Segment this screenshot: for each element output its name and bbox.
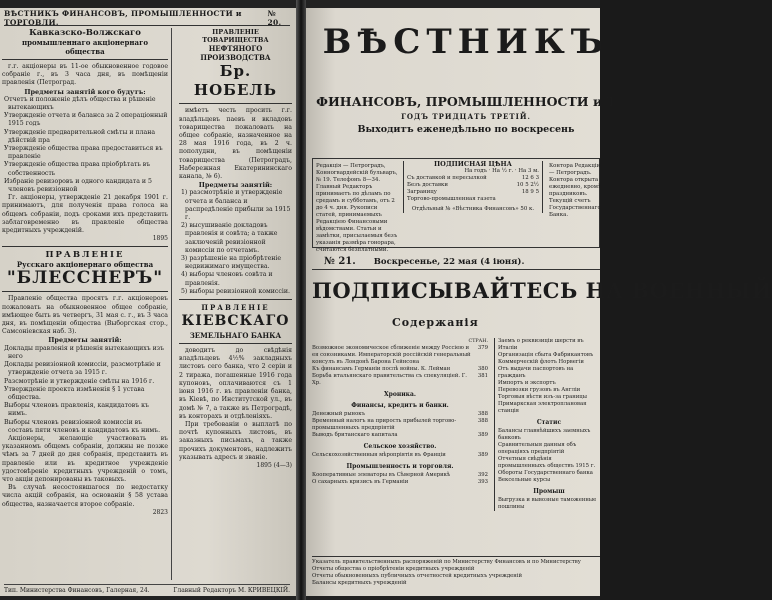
agenda-item: Разсмотрѣніе и утвержденіе смѣты на 1916 г. xyxy=(4,377,155,385)
divider xyxy=(2,59,168,60)
agenda-item: Избраніе ревизоровъ и одного кандидата и 5 членовъ ревизіонной xyxy=(4,177,152,194)
price-header-row: На годъ · На ½ г. · На 3 м. xyxy=(464,168,539,174)
agenda-item: Утвержденіе предварительной смѣты и плана дѣйствій пра xyxy=(4,128,156,144)
toc-entry[interactable]: Борьба итальянскаго правительства съ спекуляціей. Г. Хр. 381 xyxy=(312,373,488,386)
editorial-info: Редакція — Петроградъ, Конногвардейскій бульваръ, № 19. Телефонъ 8—34. Главный Редакторъ принимаетъ по дѣламъ по средамъ и субботамъ, отъ 2 до 4 ч. дня. Рукописи статей, принимаемыхъ Редакціею Финансовыми вѣдомствами. Статьи и замѣтки, присылаемыя безъ указанія размѣра гонорара, считаются безплатными. xyxy=(316,163,398,253)
toc-entry[interactable]: Денежный рынокъ 388 xyxy=(312,411,488,417)
toc-entry[interactable]: Торговыя вѣсти изъ-за границы xyxy=(498,394,587,400)
agenda-item: 3) разрѣшеніе на пріобрѣтеніе недвижимаго имущества. xyxy=(181,255,282,271)
agenda-item: Утвержденіе проекта измѣненія § 1 устава общества. xyxy=(4,385,145,401)
toc-entry[interactable]: Временный налогъ на прирость прибылей торгово-промышленныхъ предпріятій 388 xyxy=(312,418,488,431)
toc-bottom xyxy=(312,556,600,587)
ad-heading: ПРАВЛЕНІЕ ТОВАРИЩЕСТВА xyxy=(202,28,269,45)
toc-column-b xyxy=(494,338,600,511)
toc-entry[interactable]: Отъ выдачи паспортовъ на гражданъ xyxy=(498,366,574,379)
ad-number: 1895 xyxy=(152,235,168,243)
price-value: 18 xyxy=(521,189,529,195)
agenda-item: Выборы членовъ ревизіонной комиссіи въ составъ пяти членовъ и кандидатовъ къ нимъ. xyxy=(4,418,161,434)
toc-entry[interactable]: Перевозки грузовъ въ Англіи xyxy=(498,387,581,393)
toc-entry[interactable]: Обороты Государственнаго банка xyxy=(498,470,593,476)
toc-entry[interactable]: Выводъ британскаго капитала 389 xyxy=(312,432,488,438)
ad-subheading: НЕФТЯНОГО ПРОИЗВОДСТВА xyxy=(200,44,271,63)
toc-entry[interactable]: Отчеты общества о пріобрѣтеніи кредитныхъ учрежденій xyxy=(312,566,475,572)
toc-section-title: Сельское хозяйство. xyxy=(363,443,437,450)
page-footer xyxy=(4,584,290,594)
issue-line xyxy=(312,254,600,270)
masthead-subtitle: ФИНАНСОВЪ, ПРОМЫШЛЕННОСТИ и Т xyxy=(316,94,616,109)
price-label: Заграницу xyxy=(407,189,437,195)
right-page xyxy=(306,8,772,596)
ad-paragraph: Правленіе общества просятъ г.г. акціонеровъ пожаловать на обыкновенное общее собраніе, имѣющее быть въ четвергъ, 31 мая с. г., въ 3 часа дня, въ помѣщеніи общества (Выборгская стор., Самсоніевская наб. 3). xyxy=(2,295,168,336)
toc-entry[interactable]: Отчеты обыкновенныхъ публичныхъ отчетностей кредитныхъ учрежденій xyxy=(312,573,522,579)
toc-entry[interactable]: Заемъ о реквизиціи шерсти въ Италіи xyxy=(498,338,584,351)
price-row xyxy=(407,175,539,182)
ad-heading: Кавказско-Волжскаго xyxy=(29,28,141,38)
agenda-item: Утвержденіе отчета и баланса за 2 операціонный 1915 годъ xyxy=(4,112,168,128)
company-name: "БЛЕССНЕРЪ" xyxy=(6,268,164,289)
printer-note: Тип. Министерства Финансовъ, Галерная, 24. xyxy=(4,587,150,594)
divider xyxy=(2,246,168,247)
price-header: На 3 м. xyxy=(518,168,539,174)
page-number: № 20. xyxy=(267,8,282,27)
ad-subheading: Русскаго акціонернаго общества xyxy=(16,260,154,270)
company-name: Бр. НОБЕЛЬ xyxy=(193,62,278,100)
agenda-item: Утвержденіе общества права пріобрѣтать въ собственность xyxy=(4,161,151,177)
agenda-item: Доклады ревизіонной комиссіи, разсмотрѣніе и утвержденіе отчета за 1915 г. xyxy=(4,361,161,377)
masthead-title: ВѢСТНИКЪ xyxy=(322,22,610,62)
agenda-item: Отчетъ и положеніе дѣлъ общества и рѣшеніе вытекающихъ xyxy=(4,95,156,112)
contents-title: Содержанія xyxy=(392,316,479,329)
price-header: На ½ г. xyxy=(492,168,514,174)
toc-entry[interactable]: О сахарныхъ кризисъ въ Германіи 393 xyxy=(312,479,488,485)
toc-entry[interactable]: Импортъ и экспортъ xyxy=(498,380,556,386)
price-value: 5 xyxy=(525,182,529,188)
subscription-title: ПОДПИСНАЯ ЦѢНА xyxy=(434,160,512,168)
ad-paragraph: г.г. акціонеры въ 11-ое обыкновенное годовое собраніе г., въ 3 часа дня, въ помѣщеніи правленія (Петроград. xyxy=(2,63,168,87)
issue-date: Воскресенье, 22 мая (4 іюня). xyxy=(373,256,525,267)
agenda-heading: Предметы занятій кого будутъ: xyxy=(24,87,146,96)
war-loan-banner: ПОДПИСЫВАЙТЕСЬ НА ВОЕННЫЙ xyxy=(312,278,772,303)
toc-entry[interactable]: Коммерческій флотъ Норвегіи xyxy=(498,359,584,365)
toc-entry[interactable]: Выгрузка и вывозные таможенные пошлины xyxy=(498,497,597,510)
price-value: 5 xyxy=(535,189,539,195)
price-value: 12 xyxy=(521,175,529,181)
price-value: 10 xyxy=(516,182,524,188)
ad-paragraph: Гг. акціонеры, утвержденіе 21 декабря 1901 г. принимаютъ, для полученія права голоса на общемъ собраніи, подъ сроками ихъ представить заблаговременно въ правленіе общества кредитныхъ учрежденій. xyxy=(2,194,168,235)
divider xyxy=(179,343,292,344)
left-page xyxy=(0,8,296,596)
agenda-heading: Предметы занятій: xyxy=(198,181,273,190)
toc-section-title: Хроника. xyxy=(383,391,416,398)
toc-entry[interactable]: Отчетныя свѣдѣнія промышленныхъ обществъ 1915 г. xyxy=(498,456,596,469)
toc-entry[interactable]: Примаркская электроплановая станція xyxy=(498,401,587,414)
masthead-year: ГОДЪ ТРИДЦАТЬ ТРЕТІЙ. xyxy=(401,112,531,121)
ad-subheading: промышленнаго акціонернаго общества xyxy=(21,38,149,56)
agenda-item: 4) выборы членовъ совѣта и правленія. xyxy=(181,271,273,287)
toc-entry[interactable]: Кооперативные элеваторы въ Сѣверной Америкѣ 392 xyxy=(312,472,488,478)
running-head xyxy=(4,10,290,26)
agenda-item: 1) разсмотрѣніе и утвержденіе отчета и баланса и распредѣленіе прибыли за 1915 г. xyxy=(181,189,291,222)
editor-note: Главный Редакторъ М. КРИВЕЦКІЙ. xyxy=(173,587,290,594)
masthead-frequency: Выходитъ еженедѣльно по воскресень xyxy=(357,124,575,135)
divider xyxy=(179,103,292,104)
price-value: 3 xyxy=(535,175,539,181)
agenda-item: Выборы членовъ правленія, кандидатовъ къ нимъ. xyxy=(4,402,149,418)
toc-entry[interactable]: Указатель правительственныхъ распоряженій по Министерству Финансовъ и по Министерству xyxy=(312,559,581,565)
ad-paragraph: Въ случаѣ несостоявшагося по недостатку числа акцій собранія, на основаніи § 58 устава общества, назначается второе собраніе. xyxy=(2,484,168,508)
price-label: Безъ доставки xyxy=(407,182,449,188)
toc-entry[interactable]: Возможное экономическое сближеніе между Россіею и ея союзниками. Императорскій россійскій генеральный консулъ въ Лондонѣ Барона Гейнсона 379 xyxy=(312,345,488,365)
divider xyxy=(2,291,168,292)
toc-entry[interactable]: Балансы главнѣйшихъ заемныхъ банковъ xyxy=(498,428,591,441)
toc-entry[interactable]: Организація сбыта Фабрикантовъ xyxy=(498,352,594,358)
ad-heading: ПРАВЛЕНІЕ xyxy=(201,303,270,313)
agenda-item: Доклады правленія и рѣшенія вытекающихъ изъ него xyxy=(4,344,165,360)
ad-number: 2823 xyxy=(152,508,168,516)
toc-entry[interactable]: Вексельные курсы xyxy=(498,477,551,483)
agenda-item: 2) высушиваніе докладовъ правленія и совѣта; а также заключеній ревизіонной комиссіи по отчетамъ. xyxy=(181,222,278,254)
toc-entry[interactable]: Балансы кредитныхъ учрежденій xyxy=(312,580,407,586)
ad-number: 1895 (4—3) xyxy=(256,461,292,469)
subscription-prices xyxy=(403,161,543,213)
toc-section-title: Финансы, кредитъ и банки. xyxy=(351,402,449,409)
toc-entry[interactable]: Къ финансамъ Германіи послѣ войны. К. Лейман 380 xyxy=(312,366,488,372)
column-left-b xyxy=(176,28,292,580)
issue-price-note: Отдѣльный № «Вѣстника Финансовъ» 50 к. xyxy=(411,206,535,212)
toc-entry[interactable]: Сравнительныя данныя объ операціяхъ предпріятій xyxy=(498,442,577,455)
toc-column-a xyxy=(312,338,488,486)
price-header: На годъ xyxy=(464,168,487,174)
ad-subheading: ЗЕМЕЛЬНАГО БАНКА xyxy=(189,331,282,341)
price-row xyxy=(407,182,539,189)
toc-section-title: Промыш xyxy=(533,488,565,495)
ad-paragraph: имѣетъ честь просить г.г. владѣльцевъ паевъ и вкладовъ товарищества пожаловать на общее собраніе, назначенное на 28 мая 1916 года, въ 2 ч. пополудни, въ помѣщеніи товарищества (Петроградъ, Набережная Екатерининскаго канала, № 6). xyxy=(179,107,292,181)
ad-paragraph: доводитъ до свѣдѣнія владѣльцевъ 4½% закладныхъ листовъ сего банка, что 2 серіи и 2 тиража, погашенные 1916 года купоновъ, оплачиваются съ 1 іюня 1916 г. въ правленіи банка, въ Кіевѣ, по Институтской ул., въ домѣ № 7, а также въ Петроградѣ, въ конторахъ и отдѣленіяхъ. xyxy=(179,347,292,420)
issue-number: № 21. xyxy=(324,256,356,267)
price-value: 9 xyxy=(530,189,534,195)
ad-paragraph: При требованіи о выплатѣ по почтѣ купонныхъ листовъ, въ заказныхъ письмахъ, а также прочихъ документовъ, надлежитъ указывать адресъ и званіе. xyxy=(179,420,292,461)
page-column-label: СТРАН. xyxy=(468,339,488,344)
toc-section-title: Промышленность и торговля. xyxy=(346,463,454,470)
toc-entry[interactable]: Сельскохозяйственныя мѣропріятія въ Франціи 389 xyxy=(312,452,488,458)
running-head-title: ВѢСТНИКЪ ФИНАНСОВЪ, ПРОМЫШЛЕННОСТИ и ТОРГОВЛИ. xyxy=(4,8,242,27)
book-gutter xyxy=(296,0,306,600)
price-value: 6 xyxy=(530,175,534,181)
price-label: Съ доставкой и пересылкой xyxy=(407,175,487,181)
company-name: КІЕВСКАГО xyxy=(181,313,290,330)
ad-heading: ПРАВЛЕНІЕ xyxy=(45,250,125,261)
divider xyxy=(179,299,292,300)
agenda-item: 5) выборы ревизіонной комиссіи. xyxy=(181,287,290,295)
toc-section-title: Статис xyxy=(536,419,562,426)
subscription-box xyxy=(312,158,602,253)
column-left-a xyxy=(2,28,172,580)
office-info: Контора Редакціи — Петроградъ. Контора открыта ежедневно, кромѣ праздниковъ. Текущій счетъ Государственнаго Банка. xyxy=(549,163,602,218)
price-row xyxy=(407,196,539,203)
price-row xyxy=(407,189,539,196)
ad-paragraph: Акціонеры, желающіе участвовать въ указанномъ общемъ собраніи, должны не позже чѣмъ за 7 дней до дня собранія, представить въ правленіе или въ кредитное учрежденіе удостовѣреніе кредитныхъ учрежденій о томъ, что акціи депонированы въ таковыхъ. xyxy=(2,434,168,483)
agenda-item: Утвержденіе общества права предоставиться въ правленіе xyxy=(4,145,163,161)
agenda-heading: Предметы занятій: xyxy=(48,336,122,345)
price-value: 2½ xyxy=(530,182,539,188)
price-label: Торгово-промышленная газета xyxy=(407,196,496,202)
